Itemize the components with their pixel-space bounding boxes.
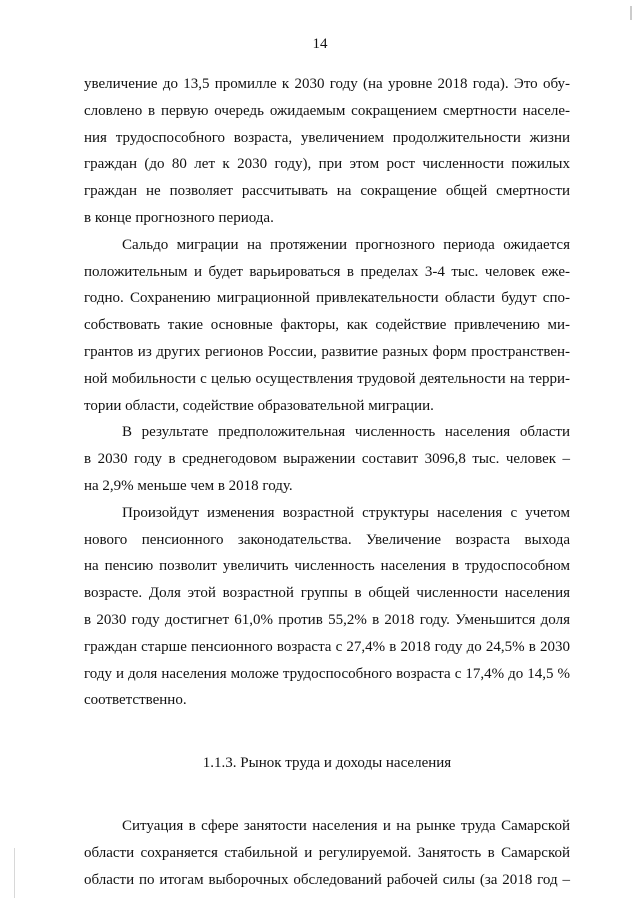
text-line: в 2030 году достигнет 61,0% против 55,2% в 2018 году. Уменьшится доля (84, 611, 570, 628)
text-line: собствовать такие основные факторы, как содействие привлечению ми- (84, 317, 570, 334)
paragraph-labor-market (84, 813, 570, 893)
text-line: В результате предположительная численность населения области (122, 424, 570, 441)
scan-artifact (630, 6, 632, 20)
text-line: ния трудоспособного возраста, увеличением продолжительности жизни (84, 129, 570, 146)
text-line: на пенсию позволит увеличить численность населения в трудоспособном (84, 558, 570, 575)
text-line: граждан старше пенсионного возраста с 27,4% в 2018 году до 24,5% в 2030 (84, 638, 570, 655)
text-line: области сохраняется стабильной и регулируемой. Занятость в Самарской (84, 844, 570, 861)
paragraph-age-structure (84, 500, 570, 714)
scan-edge-artifact (14, 848, 18, 898)
text-line: нового пенсионного законодательства. Увеличение возраста выхода (84, 531, 570, 548)
document-body (84, 71, 570, 893)
text-line: на 2,9% меньше чем в 2018 году. (84, 477, 293, 494)
text-line: Ситуация в сфере занятости населения и на рынке труда Самарской (122, 817, 570, 834)
text-line: граждан (до 80 лет к 2030 году), при этом рост численности пожилых (84, 156, 570, 173)
text-line: грантов из других регионов России, развитие разных форм пространствен- (84, 343, 570, 360)
section-spacing (84, 714, 570, 750)
text-line: тории области, содействие образовательной миграции. (84, 397, 434, 414)
text-line: словлено в первую очередь ожидаемым сокращением смертности населе- (84, 102, 570, 119)
text-line: соответственно. (84, 692, 187, 709)
text-line: увеличение до 13,5 промилле к 2030 году (на уровне 2018 года). Это обу- (84, 76, 570, 92)
text-line: году и доля населения моложе трудоспособного возраста с 17,4% до 14,5 % (84, 665, 570, 682)
text-line: области по итогам выборочных обследований рабочей силы (за 2018 год – (84, 871, 570, 888)
paragraph-migration (84, 232, 570, 420)
text-line: Сальдо миграции на протяжении прогнозного периода ожидается (122, 236, 570, 253)
text-line: в 2030 году в среднегодовом выражении составит 3096,8 тыс. человек – (84, 451, 570, 468)
text-line: годно. Сохранению миграционной привлекательности области будут спо- (84, 290, 570, 307)
text-line: Произойдут изменения возрастной структуры населения с учетом (122, 504, 570, 521)
page-number: 14 (312, 36, 328, 52)
section-heading: 1.1.3. Рынок труда и доходы населения (202, 755, 452, 772)
section-spacing (84, 777, 570, 813)
paragraph-population-estimate (84, 419, 570, 499)
text-line: в конце прогнозного периода. (84, 209, 274, 226)
text-line: возрасте. Доля этой возрастной группы в общей численности населения (84, 585, 570, 602)
text-line: положительным и будет варьироваться в пределах 3-4 тыс. человек еже- (84, 263, 570, 280)
text-line: ной мобильности с целью осуществления трудовой деятельности на терри- (84, 370, 570, 387)
text-line: граждан не позволяет рассчитывать на сокращение общей смертности (84, 183, 570, 200)
paragraph-mortality (84, 71, 570, 232)
